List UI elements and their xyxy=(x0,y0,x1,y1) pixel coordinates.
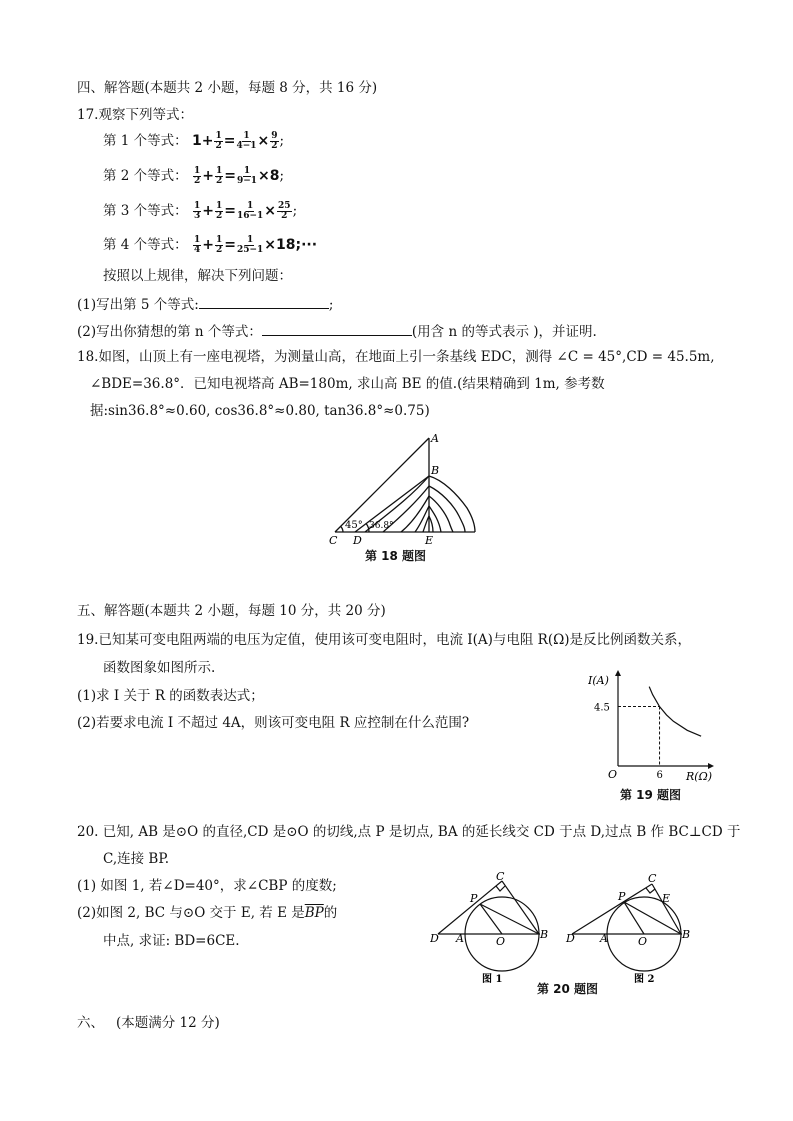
q17-equation-2: 第 2 个等式： $\frac{1}{2}$ + $\frac{1}{2}$ = $\frac{1}{9-1}$ ×8; xyxy=(103,166,285,186)
fig2-label-d: D xyxy=(566,932,575,945)
tangent-dc xyxy=(438,881,502,934)
q18-caption: 第 18 题图 xyxy=(365,549,427,563)
section4-heading: 四、解答题(本题共 2 小题，每题 8 分，共 16 分) xyxy=(77,80,378,96)
fig1-label-d: D xyxy=(430,932,439,945)
q20-figure-1 xyxy=(430,870,550,985)
q18-line3: 据:sin36.8°≈0.60, cos36.8°≈0.80, tan36.8°≈0.75) xyxy=(90,403,430,419)
line-cb xyxy=(502,881,539,934)
fig1-label-o: O xyxy=(496,935,506,948)
q19-part1: (1)求 I 关于 R 的函数表达式； xyxy=(77,688,264,704)
q20-line1: 20. 已知, AB 是⊙O 的直径,CD 是⊙O 的切线,点 P 是切点, BA 的延长线交 CD 于点 D,过点 B 作 BC⊥CD 于 xyxy=(77,824,741,840)
answer-blank-1[interactable] xyxy=(199,294,329,309)
label-d: D xyxy=(353,534,362,547)
line-po xyxy=(480,904,502,934)
q19-part2: (2)若要求电流 I 不超过 4A，则该可变电阻 R 应控制在什么范围? xyxy=(77,715,470,731)
section6-heading: 六、 (本题满分 12 分) xyxy=(77,1015,220,1031)
q17-equation-1: 第 1 个等式： 1+ $\frac{1}{2}$ = $\frac{1}{4-1}$ × $\frac{9}{2}$ ; xyxy=(103,131,285,151)
section5-heading: 五、解答题(本题共 2 小题，每题 10 分，共 20 分) xyxy=(77,603,386,619)
q17-part2: (2)写出你猜想的第 n 个等式： (用含 n 的等式表示 )，并证明. xyxy=(77,321,597,341)
fig2-label-b: B xyxy=(682,928,691,941)
fig2-label-e: E xyxy=(662,892,671,905)
fig1-label-p: P xyxy=(470,892,478,905)
line-po xyxy=(624,902,644,934)
arc-bp: $\overline{BP}$ xyxy=(304,905,324,921)
label-e: E xyxy=(425,534,434,547)
answer-blank-2[interactable] xyxy=(262,321,412,336)
q17-part1: (1)写出第 5 个等式: ; xyxy=(77,294,333,314)
fig2-label-p: P xyxy=(618,890,626,903)
fig1-label-c: C xyxy=(496,870,505,883)
x-axis-arrow xyxy=(708,763,714,769)
angle-c-label: 45° xyxy=(345,520,363,531)
q20-caption: 第 20 题图 xyxy=(537,982,599,996)
fig2-caption: 图 2 xyxy=(634,974,655,985)
fig2-label-a: A xyxy=(600,932,608,945)
q20-part2: (2)如图 2, BC 与⊙O 交于 E, 若 E 是$\overline{BP}$的 xyxy=(77,905,338,921)
fig1-label-a: A xyxy=(456,932,464,945)
q19-line1: 19.已知某可变电阻两端的电压为定值，使用该可变电阻时，电流 I(A)与电阻 R(Ω)是反比例函数关系， xyxy=(77,632,692,648)
fig1-caption: 图 1 xyxy=(482,974,503,985)
angle-d-label: 36.8° xyxy=(369,521,394,531)
x-axis-label: R(Ω) xyxy=(686,770,712,782)
y-axis-arrow xyxy=(615,670,621,676)
q20-part2-cont: 中点, 求证: BD=6CE. xyxy=(103,933,240,949)
label-b: B xyxy=(431,464,440,477)
line-pb xyxy=(624,902,681,934)
q19-caption: 第 19 题图 xyxy=(620,788,682,802)
fig1-label-b: B xyxy=(540,928,549,941)
q17-rule: 按照以上规律，解决下列问题： xyxy=(103,268,292,284)
y-tick-label: 4.5 xyxy=(594,702,610,714)
fig2-label-o: O xyxy=(638,935,648,948)
fig2-label-c: C xyxy=(648,872,657,885)
q20-line2: C,连接 BP. xyxy=(103,851,169,867)
q18-line2: ∠BDE=36.8°．已知电视塔高 AB=180m, 求山高 BE 的值.(结果精确到 1m, 参考数 xyxy=(90,376,605,392)
origin-label: O xyxy=(608,768,618,781)
line-pb xyxy=(480,904,539,934)
series-curve xyxy=(649,687,701,737)
q19-line2: 函数图象如图所示. xyxy=(103,660,216,676)
label-a: A xyxy=(431,432,439,445)
q17-equation-3: 第 3 个等式： $\frac{1}{3}$ + $\frac{1}{2}$ = $\frac{1}{16-1}$ × $\frac{25}{2}$ ; xyxy=(103,201,298,221)
q17-equation-4: 第 4 个等式： $\frac{1}{4}$ + $\frac{1}{2}$ = $\frac{1}{25-1}$ ×18;··· xyxy=(103,235,318,255)
q18-line1: 18.如图，山顶上有一座电视塔，为测量山高，在地面上引一条基线 EDC，测得 ∠C = 45°,CD = 45.5m, xyxy=(77,349,715,365)
label-c: C xyxy=(329,534,338,547)
q20-part1: (1) 如图 1, 若∠D=40°，求∠CBP 的度数; xyxy=(77,878,337,894)
q20-figure-2 xyxy=(564,870,694,985)
x-tick-label: 6 xyxy=(656,770,663,781)
q18-figure xyxy=(325,428,485,548)
q17-stem: 17.观察下列等式： xyxy=(77,107,193,123)
y-axis-label: I(A) xyxy=(588,674,609,687)
q19-chart xyxy=(588,670,728,782)
